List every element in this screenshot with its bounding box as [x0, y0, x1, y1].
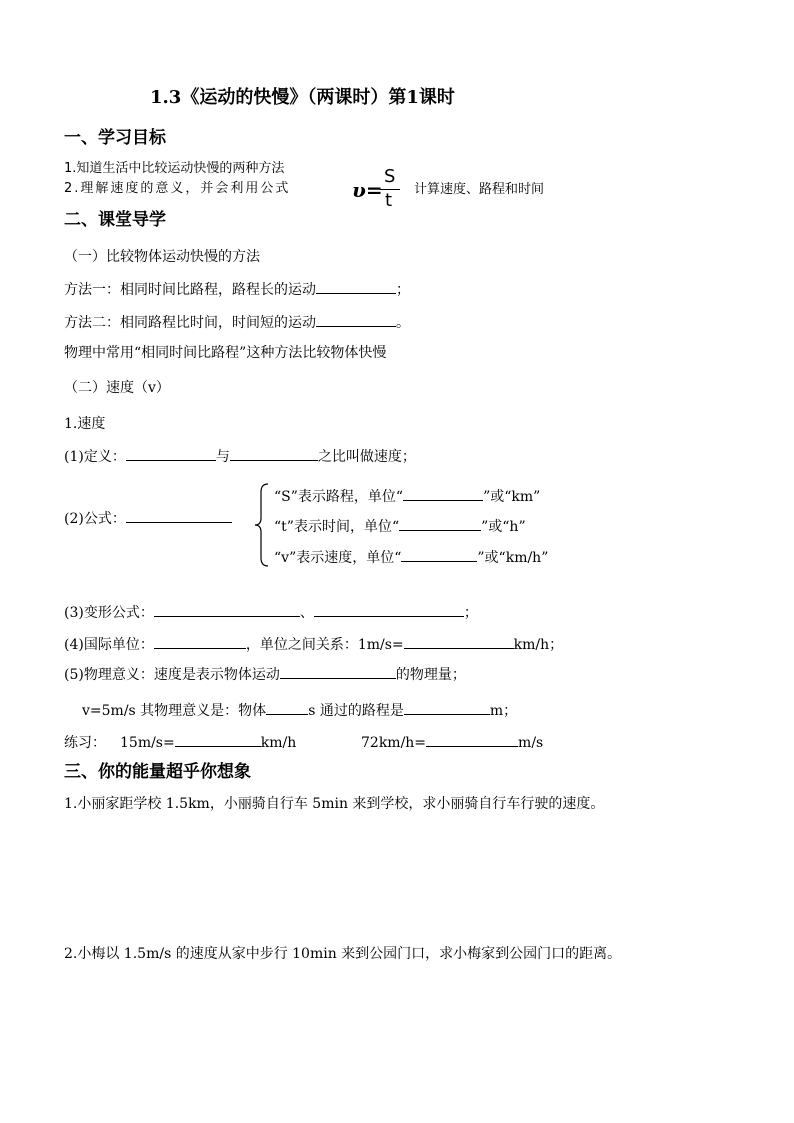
common-method: 物理中常用“相同时间比路程”这种方法比较物体快慢	[64, 345, 387, 361]
definition-line: (1)定义： 与 之比叫做速度；	[64, 449, 416, 465]
meaning-line: (5)物理意义：速度是表示物体运动 的物理量；	[64, 667, 466, 683]
method-2-blank[interactable]	[316, 313, 396, 327]
v5-time-blank[interactable]	[266, 701, 308, 715]
section-heading-goals: 一、学习目标	[64, 128, 166, 148]
left-brace	[254, 482, 270, 568]
formula-numerator: S	[384, 166, 396, 187]
section-heading-challenge: 三、你的能量超乎你想象	[64, 762, 251, 782]
unit-v-blank[interactable]	[401, 548, 477, 562]
subheading-speed: （二）速度（v）	[64, 380, 170, 396]
unit-t-line: “t”表示时间，单位“ ”或“h”	[274, 519, 526, 535]
practice-2: 72km/h= m/s	[361, 735, 544, 751]
goal-2-suffix: 计算速度、路程和时间	[414, 182, 545, 197]
unit-t-blank[interactable]	[399, 517, 481, 531]
transform-line: (3)变形公式： 、 ；	[64, 605, 478, 621]
formula-blank[interactable]	[126, 509, 232, 523]
transform-blank-2[interactable]	[314, 603, 464, 617]
unit-v-line: “v”表示速度，单位“ ”或“km/h”	[274, 550, 549, 566]
problem-1: 1.小丽家距学校 1.5km，小丽骑自行车 5min 来到学校，求小丽骑自行车行驶的速度。	[64, 796, 605, 812]
subheading-compare: （一）比较物体运动快慢的方法	[64, 249, 260, 265]
formula-denominator: t	[385, 190, 393, 211]
method-1-blank[interactable]	[316, 280, 396, 294]
practice-1-blank[interactable]	[175, 733, 261, 747]
page-title: 1.3《运动的快慢》（两课时）第1课时	[150, 87, 455, 108]
unit-s-blank[interactable]	[403, 487, 483, 501]
si-unit-blank[interactable]	[154, 635, 246, 649]
formula-v: υ=	[352, 178, 383, 202]
problem-2: 2.小梅以 1.5m/s 的速度从家中步行 10min 来到公园门口，求小梅家到公园门口的距离。	[64, 946, 622, 962]
goal-2-prefix: 2.理解速度的意义，并会利用公式	[64, 181, 291, 196]
v5-distance-blank[interactable]	[404, 701, 490, 715]
definition-blank-2[interactable]	[230, 447, 318, 461]
formula-line: (2)公式：	[64, 509, 232, 528]
speed-formula	[352, 166, 404, 211]
unit-s-line: “S”表示路程，单位“ ”或“km”	[274, 489, 541, 505]
transform-blank-1[interactable]	[154, 603, 300, 617]
section-heading-guide: 二、课堂导学	[64, 210, 166, 230]
practice-line: 练习： 15m/s= km/h	[64, 735, 297, 751]
practice-2-blank[interactable]	[426, 733, 518, 747]
v5-line: v=5m/s 其物理意义是：物体 s 通过的路程是 m；	[82, 703, 518, 719]
si-unit-line: (4)国际单位： ，单位之间关系：1m/s= km/h；	[64, 637, 564, 653]
definition-blank-1[interactable]	[126, 447, 216, 461]
method-2: 方法二：相同路程比时间，时间短的运动 。	[64, 315, 410, 331]
goal-1: 1.知道生活中比较运动快慢的两种方法	[64, 161, 285, 176]
conversion-blank[interactable]	[404, 635, 514, 649]
method-1: 方法一：相同时间比路程，路程长的运动 ；	[64, 282, 410, 298]
speed-heading: 1.速度	[64, 416, 106, 432]
meaning-blank[interactable]	[280, 665, 396, 679]
